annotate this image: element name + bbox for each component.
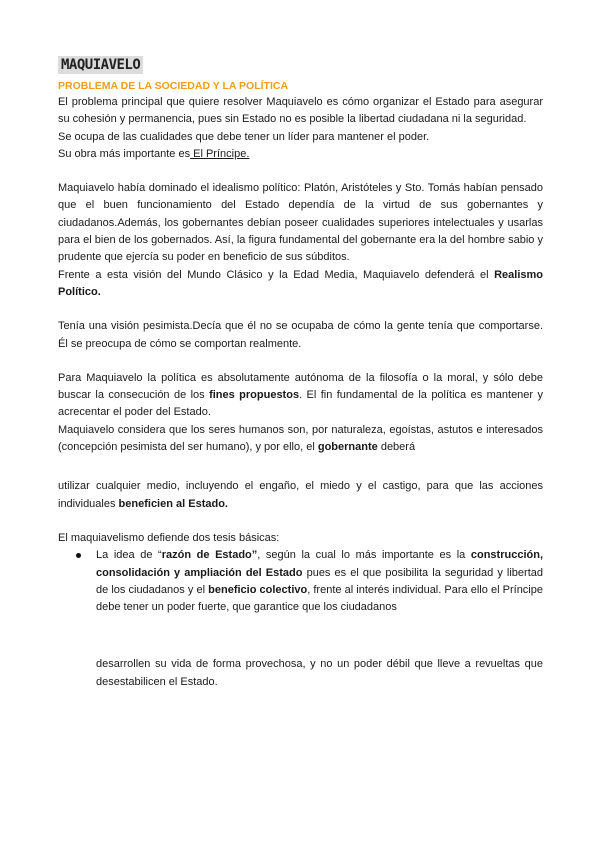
paragraph-continuation: desarrollen su vida de forma provechosa, y no un poder débil que lleve a revueltas que desestabilicen el Estado. [96,658,543,688]
paragraph-leader: Se ocupa de las cualidades que debe tener un líder para mantener el poder. [58,130,430,143]
paragraph-problem: El problema principal que quiere resolver Maquiavelo es cómo organizar el Estado para asegurar su cohesión y permanencia, pues sin Estado no es posible la libertad ciudadana ni la seguridad. [58,96,543,126]
paragraph-realism: Frente a esta visión del Mundo Clásico y la Edad Media, Maquiavelo defenderá el Realismo Político. [58,268,543,298]
list-item: La idea de “razón de Estado”, según la cual lo más importante es la construcción, consolidación y ampliación del Estado pues es el que posibilita la seguridad y libertad de los ciudadanos y el beneficio colectivo, frente al interés individual. Para ello el Príncipe debe tener un poder fuerte, que garantice que los ciudadanos [76,547,543,616]
document-page [58,56,543,691]
paragraph-means: utilizar cualquier medio, incluyendo el engaño, el miedo y el castigo, para que las acciones individuales beneficien al Estado. [58,480,543,510]
paragraph-main-work: Su obra más importante es El Príncipe. [58,147,250,160]
paragraph-theses: El maquiavelismo defiende dos tesis básicas: [58,531,280,544]
book-title: El Príncipe. [190,147,250,160]
paragraph-idealism: Maquiavelo había dominado el idealismo político: Platón, Aristóteles y Sto. Tomás habían pensado que el buen funcionamiento del Estado dependía de la virtud de sus gobernantes y ciudadanos.Además, los gobernantes debían poseer cualidades superiores intelectuales y usarlas para el bien de los gobernados. Así, la figura fundamental del gobernante era la del hombre sabio y prudente que ejercía su poder en beneficio de sus súbditos. [58,182,543,264]
paragraph-human-nature: Maquiavelo considera que los seres humanos son, por naturaleza, egoístas, astutos e interesados (concepción pesimista del ser humano), y por ello, el gobernante deberá [58,423,543,454]
realismo-politico: Realismo Político. [58,268,543,298]
theses-list [58,547,543,616]
section-heading: PROBLEMA DE LA SOCIEDAD Y LA POLÍTICA [58,80,289,92]
paragraph-pessimism: Tenía una visión pesimista.Decía que él no se ocupaba de cómo la gente tenía que comportarse. Él se preocupa de cómo se comportan realmente. [58,320,543,350]
paragraph-autonomy: Para Maquiavelo la política es absolutamente autónoma de la filosofía o la moral, y sólo debe buscar la consecución de los fines propuestos. El fin fundamental de la política es mantener y acrecentar el poder del Estado. [58,371,543,419]
page-title: MAQUIAVELO [58,56,143,74]
